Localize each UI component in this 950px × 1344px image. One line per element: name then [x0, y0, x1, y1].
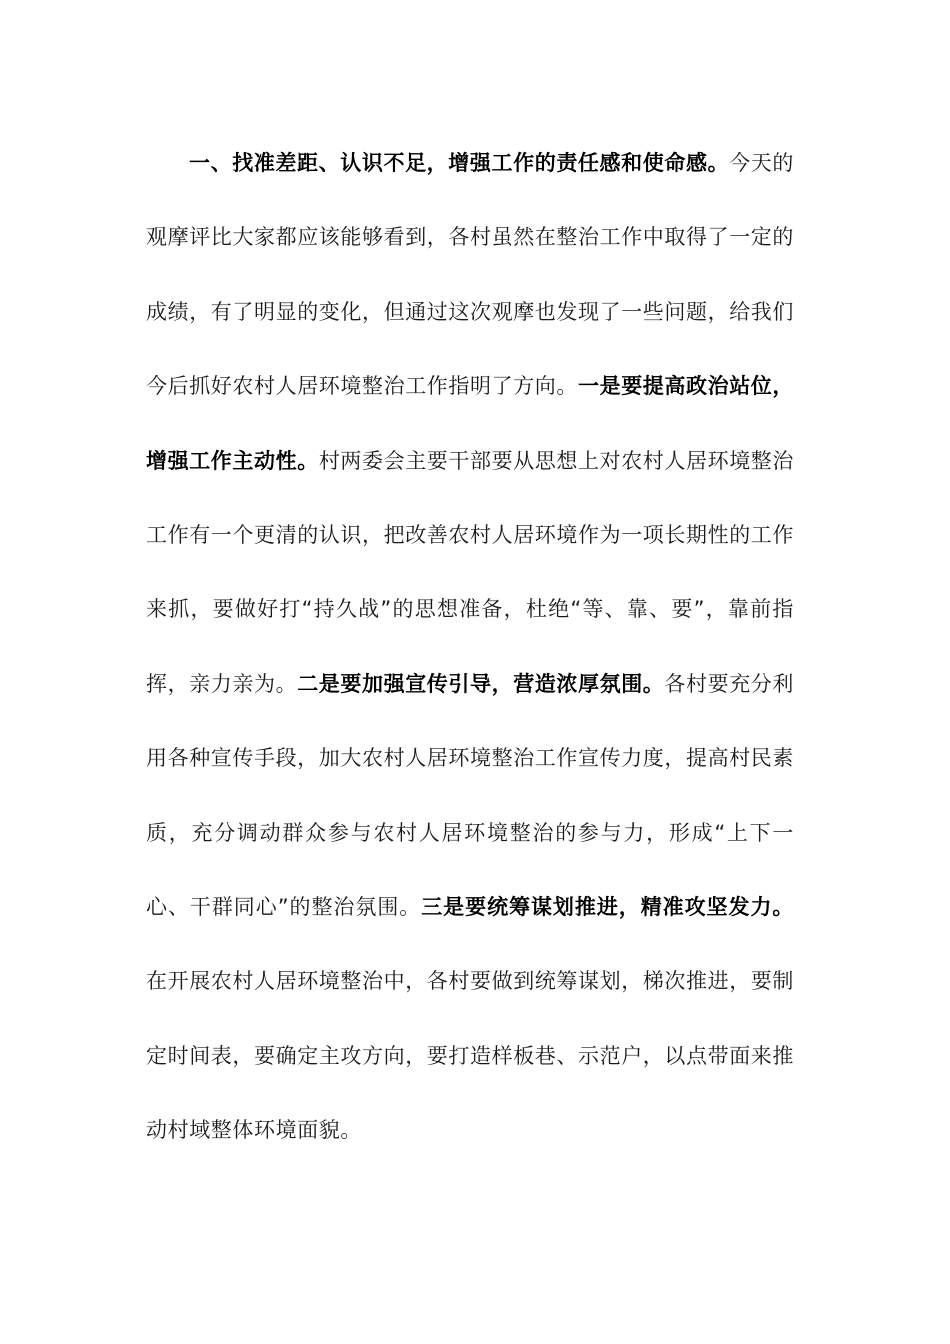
body-text: 各村要充分利用各种宣传手段，加大农村人居环境整治工作宣传力度，提高村民素质，充分调动群众参与农村人居环境整治的参与力，形成“上下一心、干群同心”的整治氛围。 — [146, 671, 795, 920]
body-text: 村两委会主要干部要从思想上对农村人居环境整治工作有一个更清的认识，把改善农村人居环境作为一项长期性的工作来抓，要做好打“持久战”的思想准备，杜绝“等、靠、要”，靠前指挥，亲力亲为。 — [146, 448, 795, 696]
point-one-heading: 一是要提高政治站位，增强工作主动性。 — [146, 374, 794, 473]
point-three-heading: 三是要统筹谋划推进，精准攻坚发力。 — [421, 895, 794, 920]
body-text: 在开展农村人居环境整治中，各村要做到统筹谋划，梯次推进，要制定时间表，要确定主攻方向，要打造样板巷、示范户，以点带面来推动村域整体环境面貌。 — [146, 969, 794, 1143]
point-two-heading: 二是要加强宣传引导，营造浓厚氛围。 — [297, 671, 665, 696]
body-text: 今天的观摩评比大家都应该能够看到，各村虽然在整治工作中取得了一定的成绩，有了明显的变化，但通过这次观摩也发现了一些问题，给我们今后抓好农村人居环境整治工作指明了方向。 — [146, 151, 794, 399]
section-heading: 一、找准差距、认识不足，增强工作的责任感和使命感。 — [189, 151, 730, 175]
body-paragraph — [146, 126, 794, 1168]
